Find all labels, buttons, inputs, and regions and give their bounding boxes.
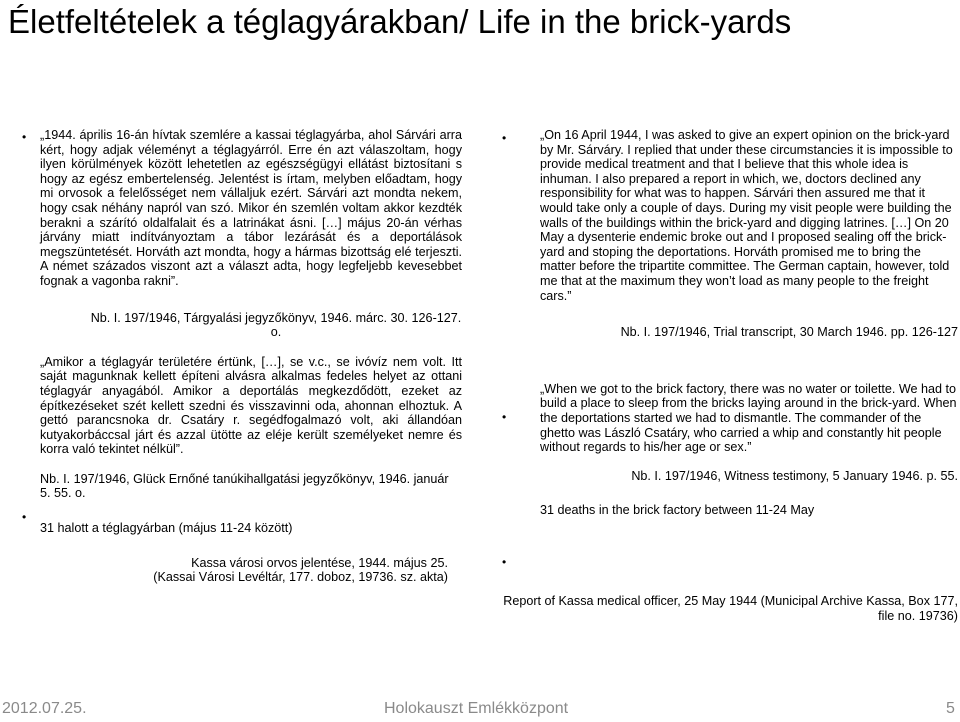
footer-organization: Holokauszt Emlékközpont [384, 700, 569, 717]
right-ref-1: Nb. I. 197/1946, Trial transcript, 30 March 1946. pp. 126-127 [620, 325, 958, 340]
right-quote-2: „When we got to the brick factory, there was no water or toilette. We had to build a place to sleep from the bricks laying around in the brick-yard. When the deportations started we had to dismantle. The commander of the ghetto was László Csatáry, who carried a whip and constantly hit people without regards to his/her age or sex.” [540, 381, 957, 455]
right-source [470, 594, 958, 623]
bullet-right-3: • [502, 555, 507, 569]
left-quote-2: „Amikor a téglagyár területére értünk, […], se v.c., se ivóvíz nem volt. Itt saját magunknak kellett építeni alvásra alkalmas fedeles helyet az ottani téglagyár anyagából. Amikor a deportálás megkezdődött, ezeket az építkezéseket szét kellett szedni és visszavinni oda, ahonnan elhoztuk. A gettó parancsnoka dr. Csatáry r. segédfogalmazó volt, aki állandóan kutyakorbáccsal járt és azzal ütötte az eléje került személyeket nemre és korra való tekintet nélkül”. [40, 354, 462, 457]
left-source-line-2: (Kassai Városi Levéltár, 177. doboz, 19736. sz. akta) [153, 570, 448, 585]
right-source-line-2: file no. 19736) [878, 608, 958, 623]
footer-page-number: 5 [946, 700, 955, 717]
left-column [40, 128, 462, 585]
right-ref-2: Nb. I. 197/1946, Witness testimony, 5 January 1946. p. 55. [631, 468, 958, 483]
left-quote-1: „1944. április 16-án hívtak szemlére a kassai téglagyárba, ahol Sárvári arra kért, hogy adjak véleményt a téglagyárról. Erre én azt válaszoltam, hogy ilyen körülmények között lehetetlen az egészségügyi ellátást biztosítani s hogy az egész embertelenség. Jelentést is írtam, melyben előadtam, hogy mi orvosok a felelősséget nem vállaljuk ezért. Sárvári azt mondta nekem, hogy csak néhány napról van szó. Mikor én szemlén voltam akkor kezdték berakni a szárító oldalfalait és a latrinákat ásni. […] május 20-án vérhas járvány miatt indítványoztam a tábor lezárását és a deportálások megszüntetését. Horváth azt mondta, hogy a hármas bizottság elé terjeszti. A német százados viszont azt a választ adta, hogy legfeljebb kevesebbet fognak a vagonba rakni”. [40, 128, 462, 288]
left-source-line-1: Kassa városi orvos jelentése, 1944. május 25. [191, 555, 448, 570]
right-source-line-1: Report of Kassa medical officer, 25 May 1944 (Municipal Archive Kassa, Box 177, [503, 594, 958, 608]
bullet-left-2: • [22, 510, 27, 524]
slide-footer [0, 700, 960, 720]
left-ref-2: Nb. I. 197/1946, Glück Ernőné tanúkihallgatási jegyzőkönyv, 1946. január 5. 55. o. [40, 471, 449, 501]
footer-date: 2012.07.25. [2, 700, 87, 717]
slide-title: Életfeltételek a téglagyárakban/ Life in the brick-yards [8, 3, 792, 40]
left-deaths-bullet: 31 halott a téglagyárban (május 11-24 között) [40, 521, 293, 536]
bullet-right-1: • [502, 131, 507, 145]
bullet-left-1: • [22, 130, 27, 144]
bullet-right-2: • [502, 410, 507, 424]
right-quote-1: „On 16 April 1944, I was asked to give an expert opinion on the brick-yard by Mr. Sárváry. I replied that under these circumstancies it is impossible to provide medical treatment and that I believe that this whole idea is inhuman. I also prepared a report in which, we, doctors declined any responsibility for what was to happen. Sárvári then assured me that it would take only a couple of days. During my visit people were building the walls of the buildings within the brick-yard and digging latrines. […] On 20 May a dysenterie endemic broke out and I proposed sealing off the brick-yard and stoping the deportations. Horváth promised me to bring the matter before the tripartite committee. The German captain, however, told me that at the maximum they won’t load as many people to the freight cars.” [540, 128, 953, 303]
left-ref-1: Nb. I. 197/1946, Tárgyalási jegyzőkönyv, 1946. márc. 30. 126-127. o. [90, 310, 462, 340]
right-deaths-bullet: 31 deaths in the brick factory between 11-24 May [540, 503, 815, 518]
right-column [540, 128, 958, 518]
